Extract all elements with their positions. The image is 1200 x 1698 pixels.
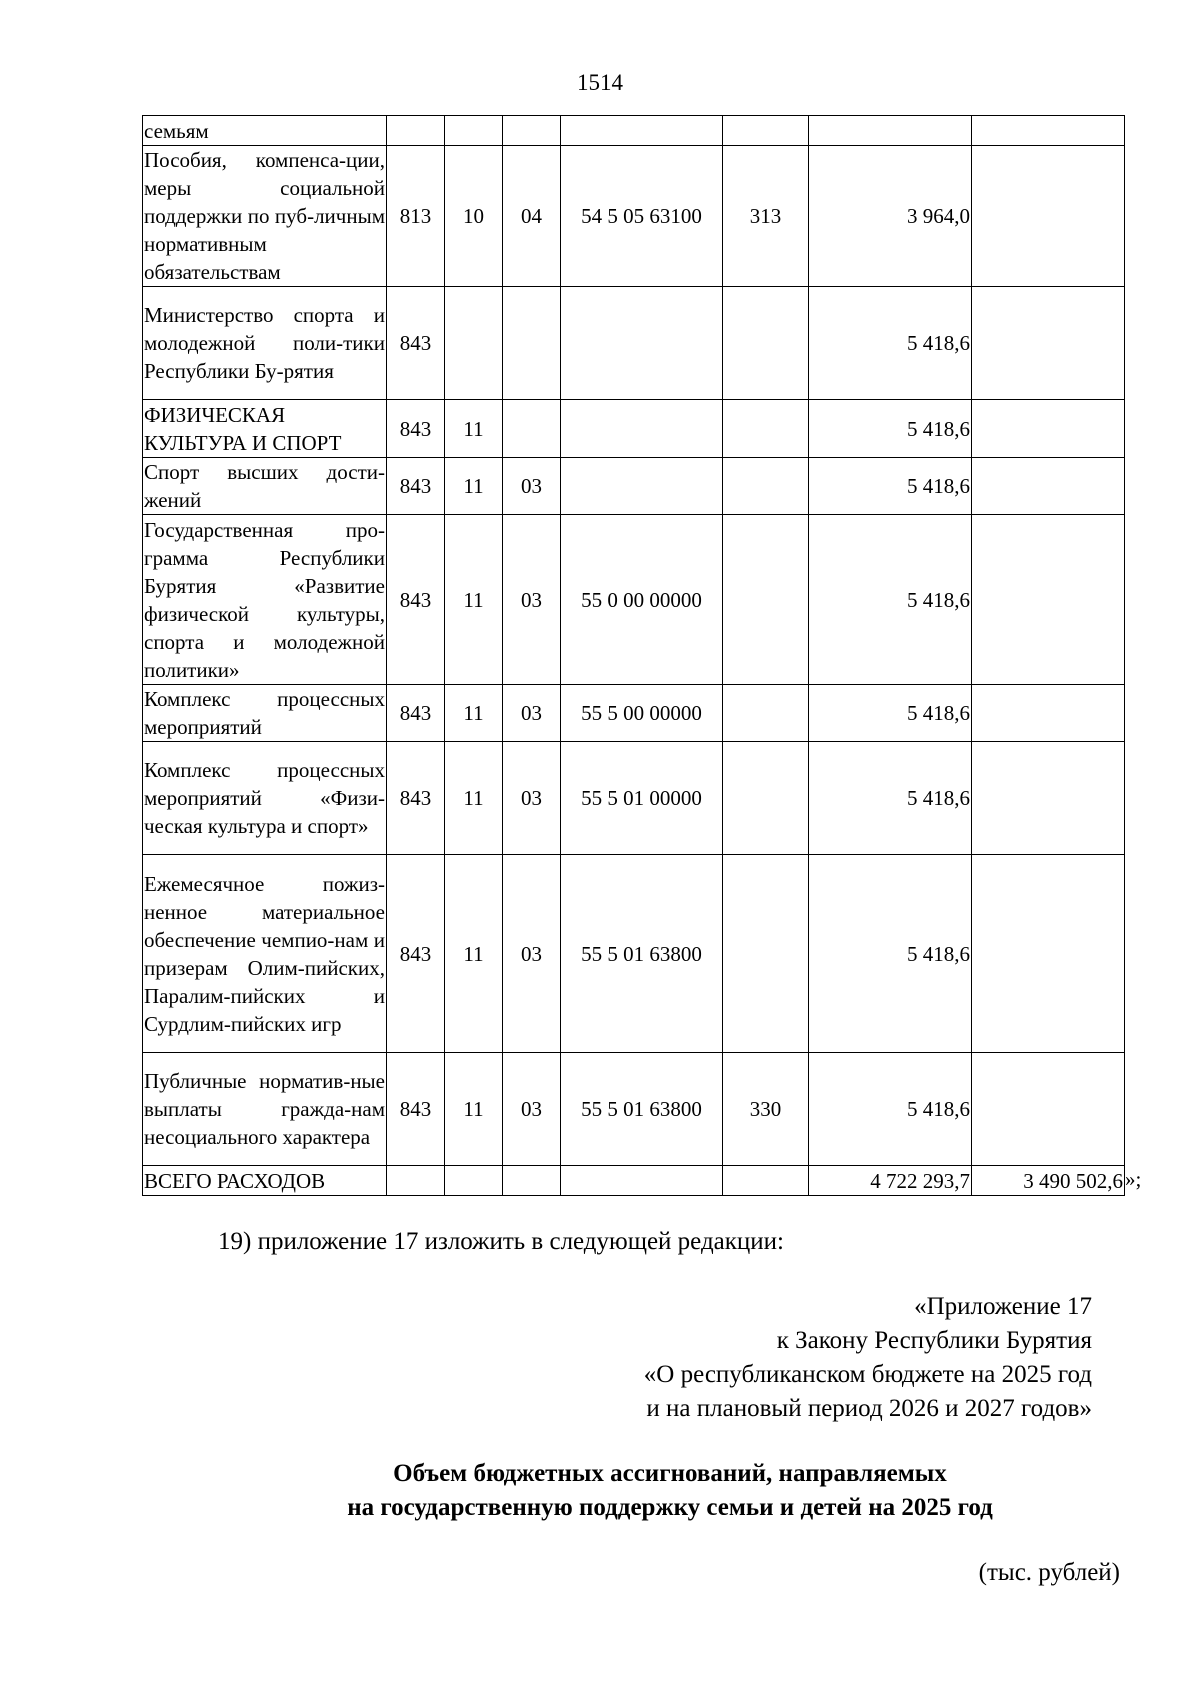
cell-pr: 03	[503, 685, 561, 742]
page-number: 1514	[577, 70, 623, 95]
cell-ved	[387, 1166, 445, 1196]
table-row	[143, 855, 1125, 1053]
cell-csr: 55 5 01 63800	[561, 1053, 723, 1166]
cell-vr	[723, 855, 809, 1053]
cell-sum-2	[972, 458, 1125, 515]
cell-sum-1: 5 418,6	[809, 515, 972, 685]
amendment-instruction: 19) приложение 17 изложить в следующей редакции:	[218, 1228, 784, 1255]
cell-rz: 11	[445, 742, 503, 855]
cell-pr: 04	[503, 146, 561, 287]
cell-ved: 843	[387, 685, 445, 742]
cell-ved: 843	[387, 400, 445, 458]
table-row	[143, 400, 1125, 458]
document-title	[0, 1457, 1200, 1525]
cell-ved: 843	[387, 742, 445, 855]
cell-sum-1: 5 418,6	[809, 685, 972, 742]
cell-ved: 843	[387, 1053, 445, 1166]
cell-sum-2	[972, 515, 1125, 685]
cell-ved: 843	[387, 458, 445, 515]
cell-rz: 11	[445, 515, 503, 685]
cell-pr: 03	[503, 855, 561, 1053]
appendix-line: «Приложение 17	[914, 1293, 1092, 1320]
cell-ved: 843	[387, 855, 445, 1053]
row-name: Комплекс процессных мероприятий «Физи-ческая культура и спорт»	[143, 742, 387, 855]
appendix-line: к Закону Республики Бурятия	[776, 1327, 1092, 1354]
cell-csr	[561, 116, 723, 146]
cell-ved: 813	[387, 146, 445, 287]
budget-table	[142, 115, 1125, 1196]
cell-pr	[503, 400, 561, 458]
cell-sum-2	[972, 146, 1125, 287]
row-name: Государственная про-грамма Республики Бурятия «Развитие физической культуры, спорта и молодежной политики»	[143, 515, 387, 685]
row-name: Публичные норматив-ные выплаты гражда-нам несоциального характера	[143, 1053, 387, 1166]
cell-sum-1: 4 722 293,7	[809, 1166, 972, 1196]
cell-csr: 54 5 05 63100	[561, 146, 723, 287]
cell-sum-2	[972, 1053, 1125, 1166]
cell-vr: 313	[723, 146, 809, 287]
row-name: Спорт высших дости-жений	[143, 458, 387, 515]
cell-rz: 11	[445, 458, 503, 515]
cell-pr	[503, 287, 561, 400]
cell-vr	[723, 515, 809, 685]
cell-csr	[561, 1166, 723, 1196]
cell-sum-1: 5 418,6	[809, 400, 972, 458]
cell-sum-1	[809, 116, 972, 146]
title-line: на государственную поддержку семьи и детей на 2025 год	[347, 1494, 993, 1521]
cell-vr: 330	[723, 1053, 809, 1166]
cell-sum-1: 5 418,6	[809, 458, 972, 515]
row-name: Комплекс процессных мероприятий	[143, 685, 387, 742]
cell-csr: 55 0 00 00000	[561, 515, 723, 685]
cell-ved: 843	[387, 515, 445, 685]
row-name: ВСЕГО РАСХОДОВ	[143, 1166, 387, 1196]
cell-sum-1: 5 418,6	[809, 855, 972, 1053]
appendix-line: «О республиканском бюджете на 2025 год	[643, 1361, 1092, 1388]
table-row	[143, 1053, 1125, 1166]
row-name: семьям	[143, 116, 387, 146]
cell-sum-1: 5 418,6	[809, 1053, 972, 1166]
table-row	[143, 287, 1125, 400]
cell-csr: 55 5 00 00000	[561, 685, 723, 742]
cell-rz	[445, 1166, 503, 1196]
table-row	[143, 742, 1125, 855]
table-row	[143, 685, 1125, 742]
cell-rz	[445, 116, 503, 146]
cell-rz	[445, 287, 503, 400]
row-name: ФИЗИЧЕСКАЯ КУЛЬТУРА И СПОРТ	[143, 400, 387, 458]
table-row	[143, 116, 1125, 146]
appendix-header	[644, 1290, 1092, 1426]
cell-rz: 11	[445, 855, 503, 1053]
cell-csr	[561, 287, 723, 400]
cell-sum-2	[972, 855, 1125, 1053]
cell-vr	[723, 287, 809, 400]
table-row-total	[143, 1166, 1125, 1196]
cell-vr	[723, 400, 809, 458]
table-row	[143, 146, 1125, 287]
table-row	[143, 458, 1125, 515]
cell-ved	[387, 116, 445, 146]
cell-rz: 11	[445, 400, 503, 458]
cell-rz: 10	[445, 146, 503, 287]
cell-csr: 55 5 01 00000	[561, 742, 723, 855]
cell-sum-1: 5 418,6	[809, 742, 972, 855]
cell-vr	[723, 1166, 809, 1196]
cell-vr	[723, 742, 809, 855]
cell-pr	[503, 1166, 561, 1196]
row-name: Ежемесячное пожиз-ненное материальное обеспечение чемпио-нам и призерам Олим-пийских, Паралим-пийских и Сурдлим-пийских игр	[143, 855, 387, 1053]
row-name: Пособия, компенса-ции, меры социальной поддержки по пуб-личным нормативным обязательствам	[143, 146, 387, 287]
table-row	[143, 515, 1125, 685]
closing-quote: »;	[1125, 1167, 1142, 1191]
cell-pr: 03	[503, 742, 561, 855]
cell-sum-2: 3 490 502,6	[972, 1166, 1125, 1196]
cell-csr	[561, 400, 723, 458]
cell-vr	[723, 685, 809, 742]
cell-ved: 843	[387, 287, 445, 400]
cell-rz: 11	[445, 1053, 503, 1166]
cell-pr	[503, 116, 561, 146]
cell-sum-1: 5 418,6	[809, 287, 972, 400]
cell-vr	[723, 458, 809, 515]
cell-csr	[561, 458, 723, 515]
cell-pr: 03	[503, 1053, 561, 1166]
cell-pr: 03	[503, 458, 561, 515]
title-line: Объем бюджетных ассигнований, направляемых	[393, 1460, 947, 1487]
cell-pr: 03	[503, 515, 561, 685]
row-name: Министерство спорта и молодежной поли-тики Республики Бу-рятия	[143, 287, 387, 400]
cell-sum-2	[972, 685, 1125, 742]
cell-vr	[723, 116, 809, 146]
cell-sum-2	[972, 400, 1125, 458]
appendix-line: и на плановый период 2026 и 2027 годов»	[646, 1395, 1092, 1422]
cell-sum-2	[972, 116, 1125, 146]
cell-sum-1: 3 964,0	[809, 146, 972, 287]
units-label: (тыс. рублей)	[978, 1559, 1120, 1586]
cell-csr: 55 5 01 63800	[561, 855, 723, 1053]
cell-sum-2	[972, 287, 1125, 400]
cell-sum-2	[972, 742, 1125, 855]
cell-rz: 11	[445, 685, 503, 742]
